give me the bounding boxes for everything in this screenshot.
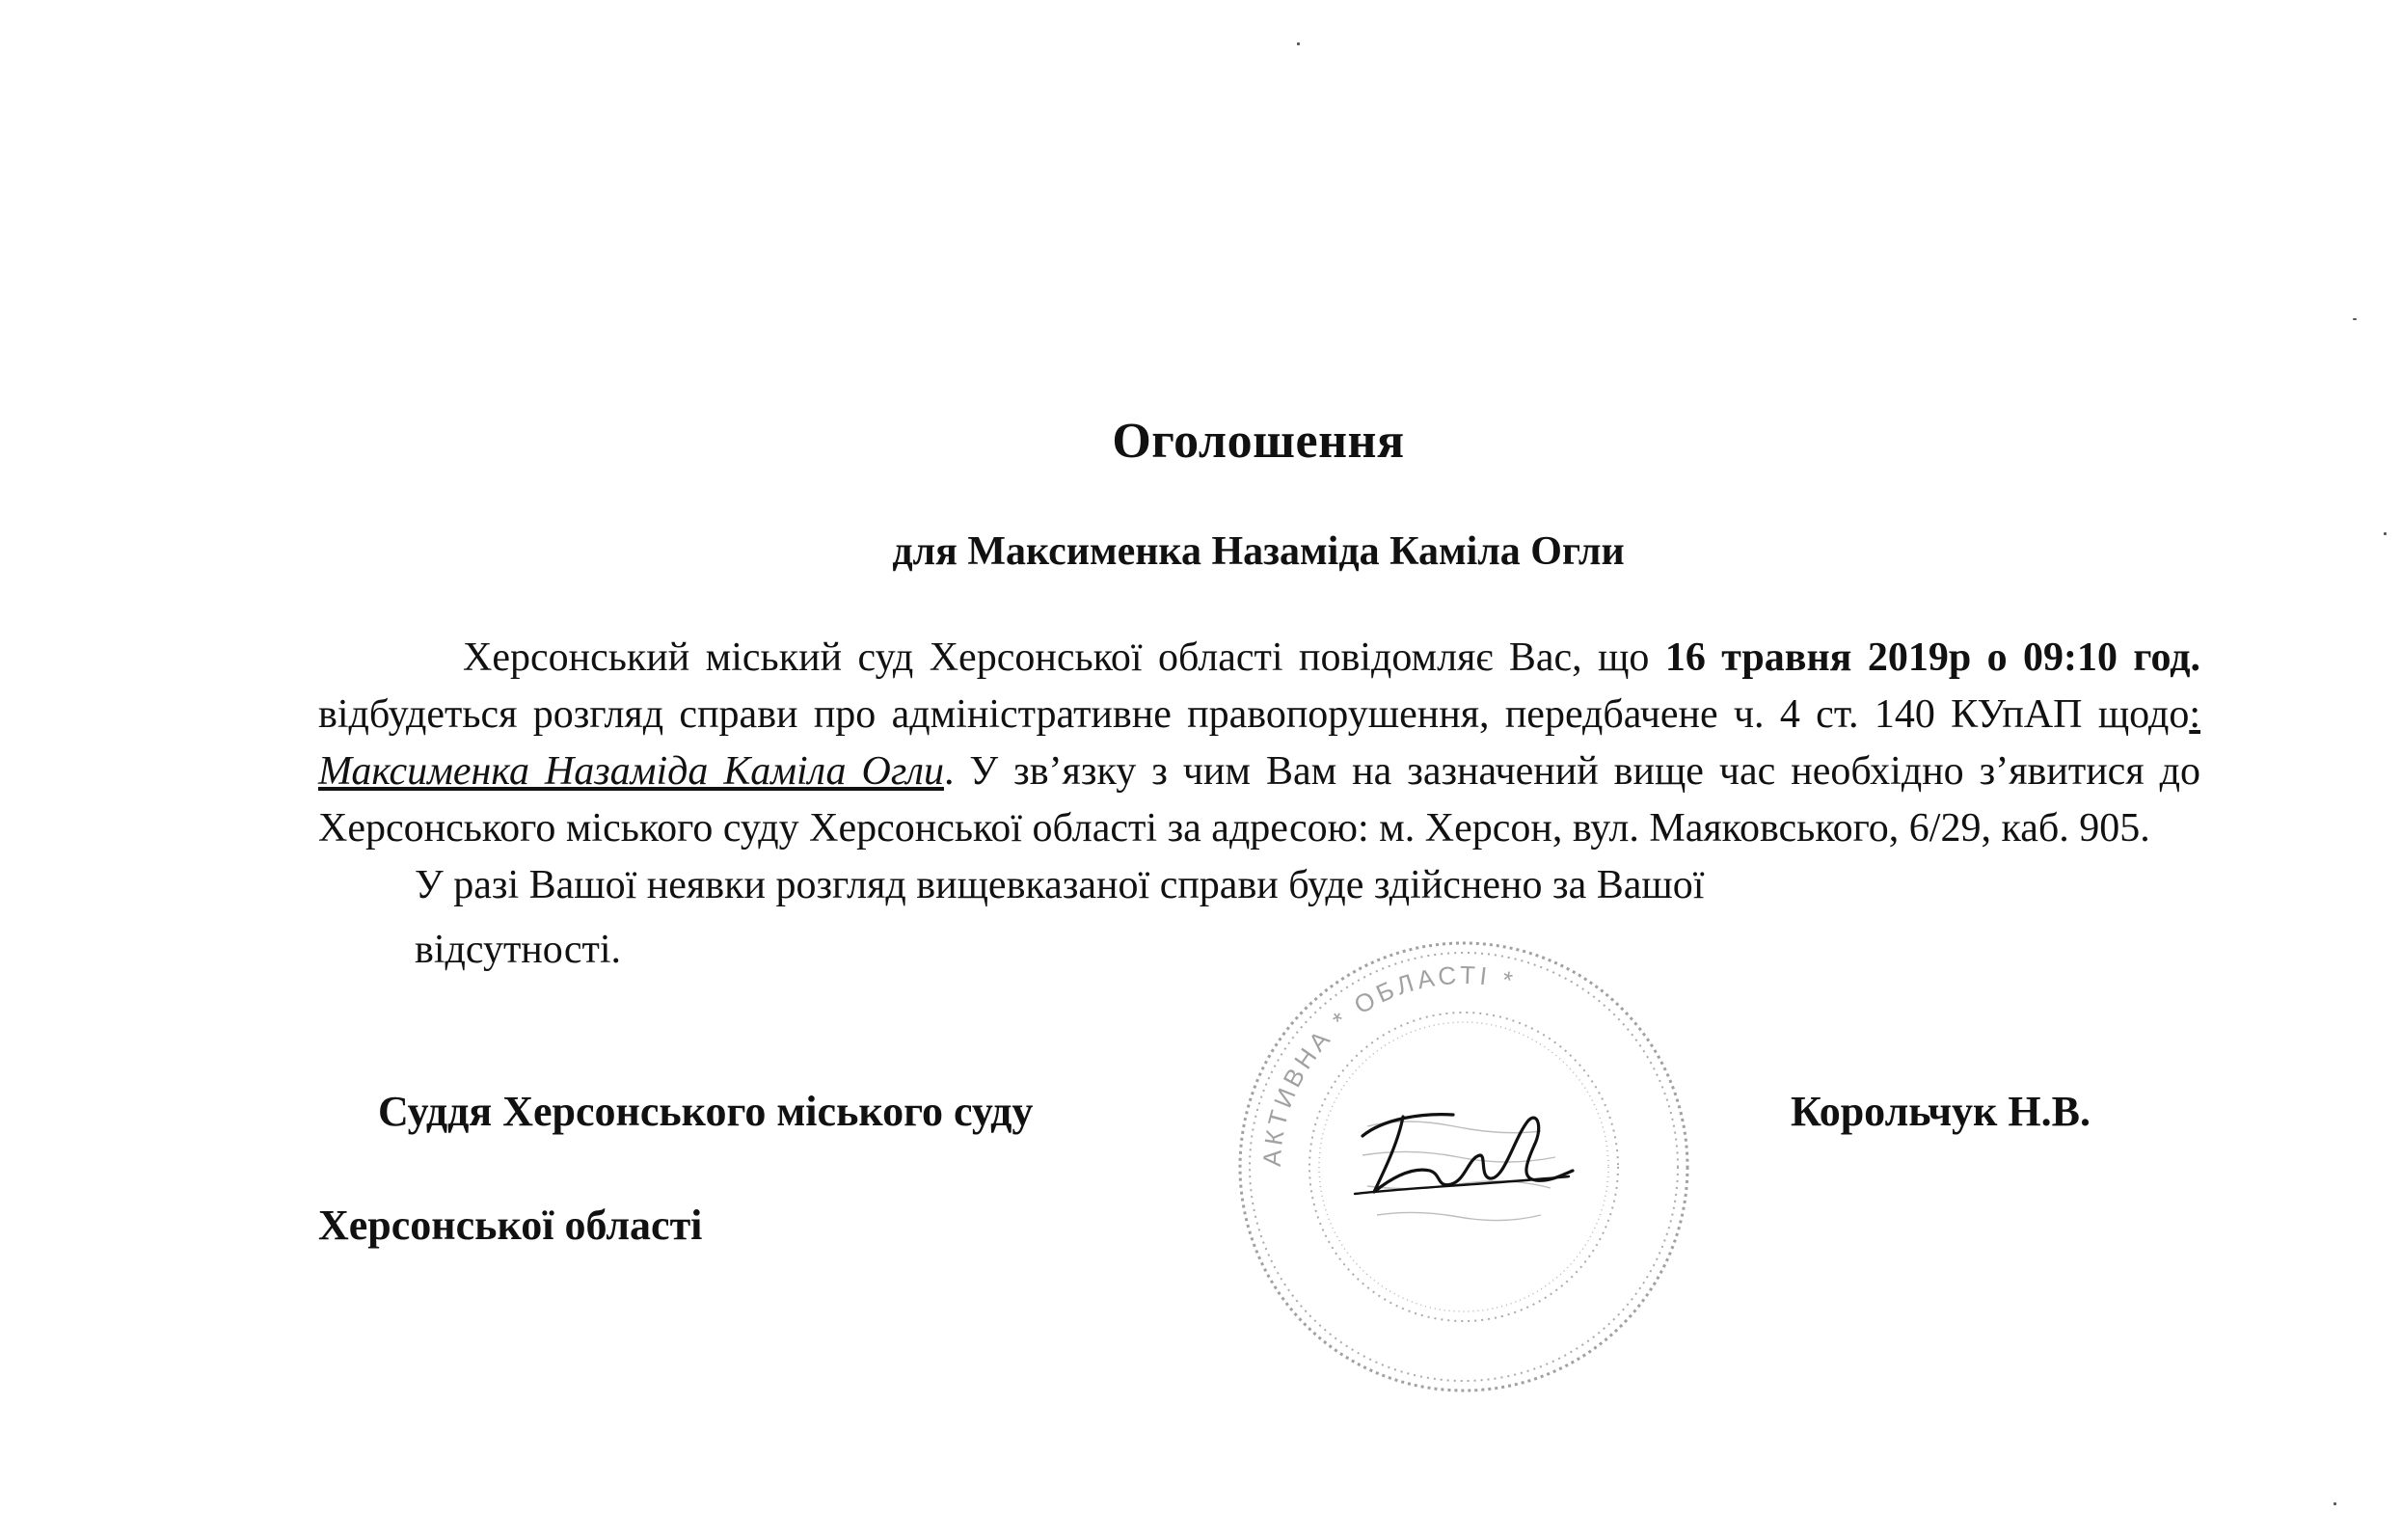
defendant-name: Максименка Назаміда Каміла Огли [318,749,944,794]
hearing-datetime: 2019р о 09:10 год. [1867,635,2200,680]
paragraph-1-intro: Херсонський міський суд Херсонської області повідомляє Вас, що [463,635,1665,680]
judge-signature [1345,1099,1577,1205]
scan-speck [2384,532,2387,535]
scan-speck [1297,42,1300,45]
judge-position-line-2: Херсонської області [318,1202,703,1249]
scan-speck [2334,1502,2336,1505]
paragraph-1-rest: . У зв’язку з чим Вам на зазначений вище час необхідно з’явитися до Херсонського міського суду Херсонської області за адресою: м. Херсон, вул. Маяковського, 6/29, каб. 905. [318,749,2200,851]
addressee-line: для Максименка Назаміда Каміла Огли [892,529,1625,574]
hearing-date: 16 травня [1664,635,1852,680]
name-colon: : [2189,692,2200,737]
judge-name: Корольчук Н.В. [1791,1088,2091,1135]
notice-paragraph-1 [318,630,2200,857]
paragraph-2-end: відсутності. [415,928,621,972]
stamp-ring-text: АКТИВНА * ОБЛАСТІ * [1256,959,1520,1168]
scan-speck [2353,318,2357,320]
document-title: Оголошення [1112,414,1405,469]
paragraph-2-start: У разі Вашої неявки розгляд вищевказаної справи буде здійснено за Вашої [415,863,1705,907]
judge-position-line-1: Суддя Херсонського міського суду [378,1088,1034,1135]
spacer [1851,635,1867,680]
notice-body [318,630,2200,979]
paragraph-1-middle: відбудеться розгляд справи про адміністративне правопорушення, передбачене ч. 4 ст. 140 КУпАП щодо [318,692,2190,737]
